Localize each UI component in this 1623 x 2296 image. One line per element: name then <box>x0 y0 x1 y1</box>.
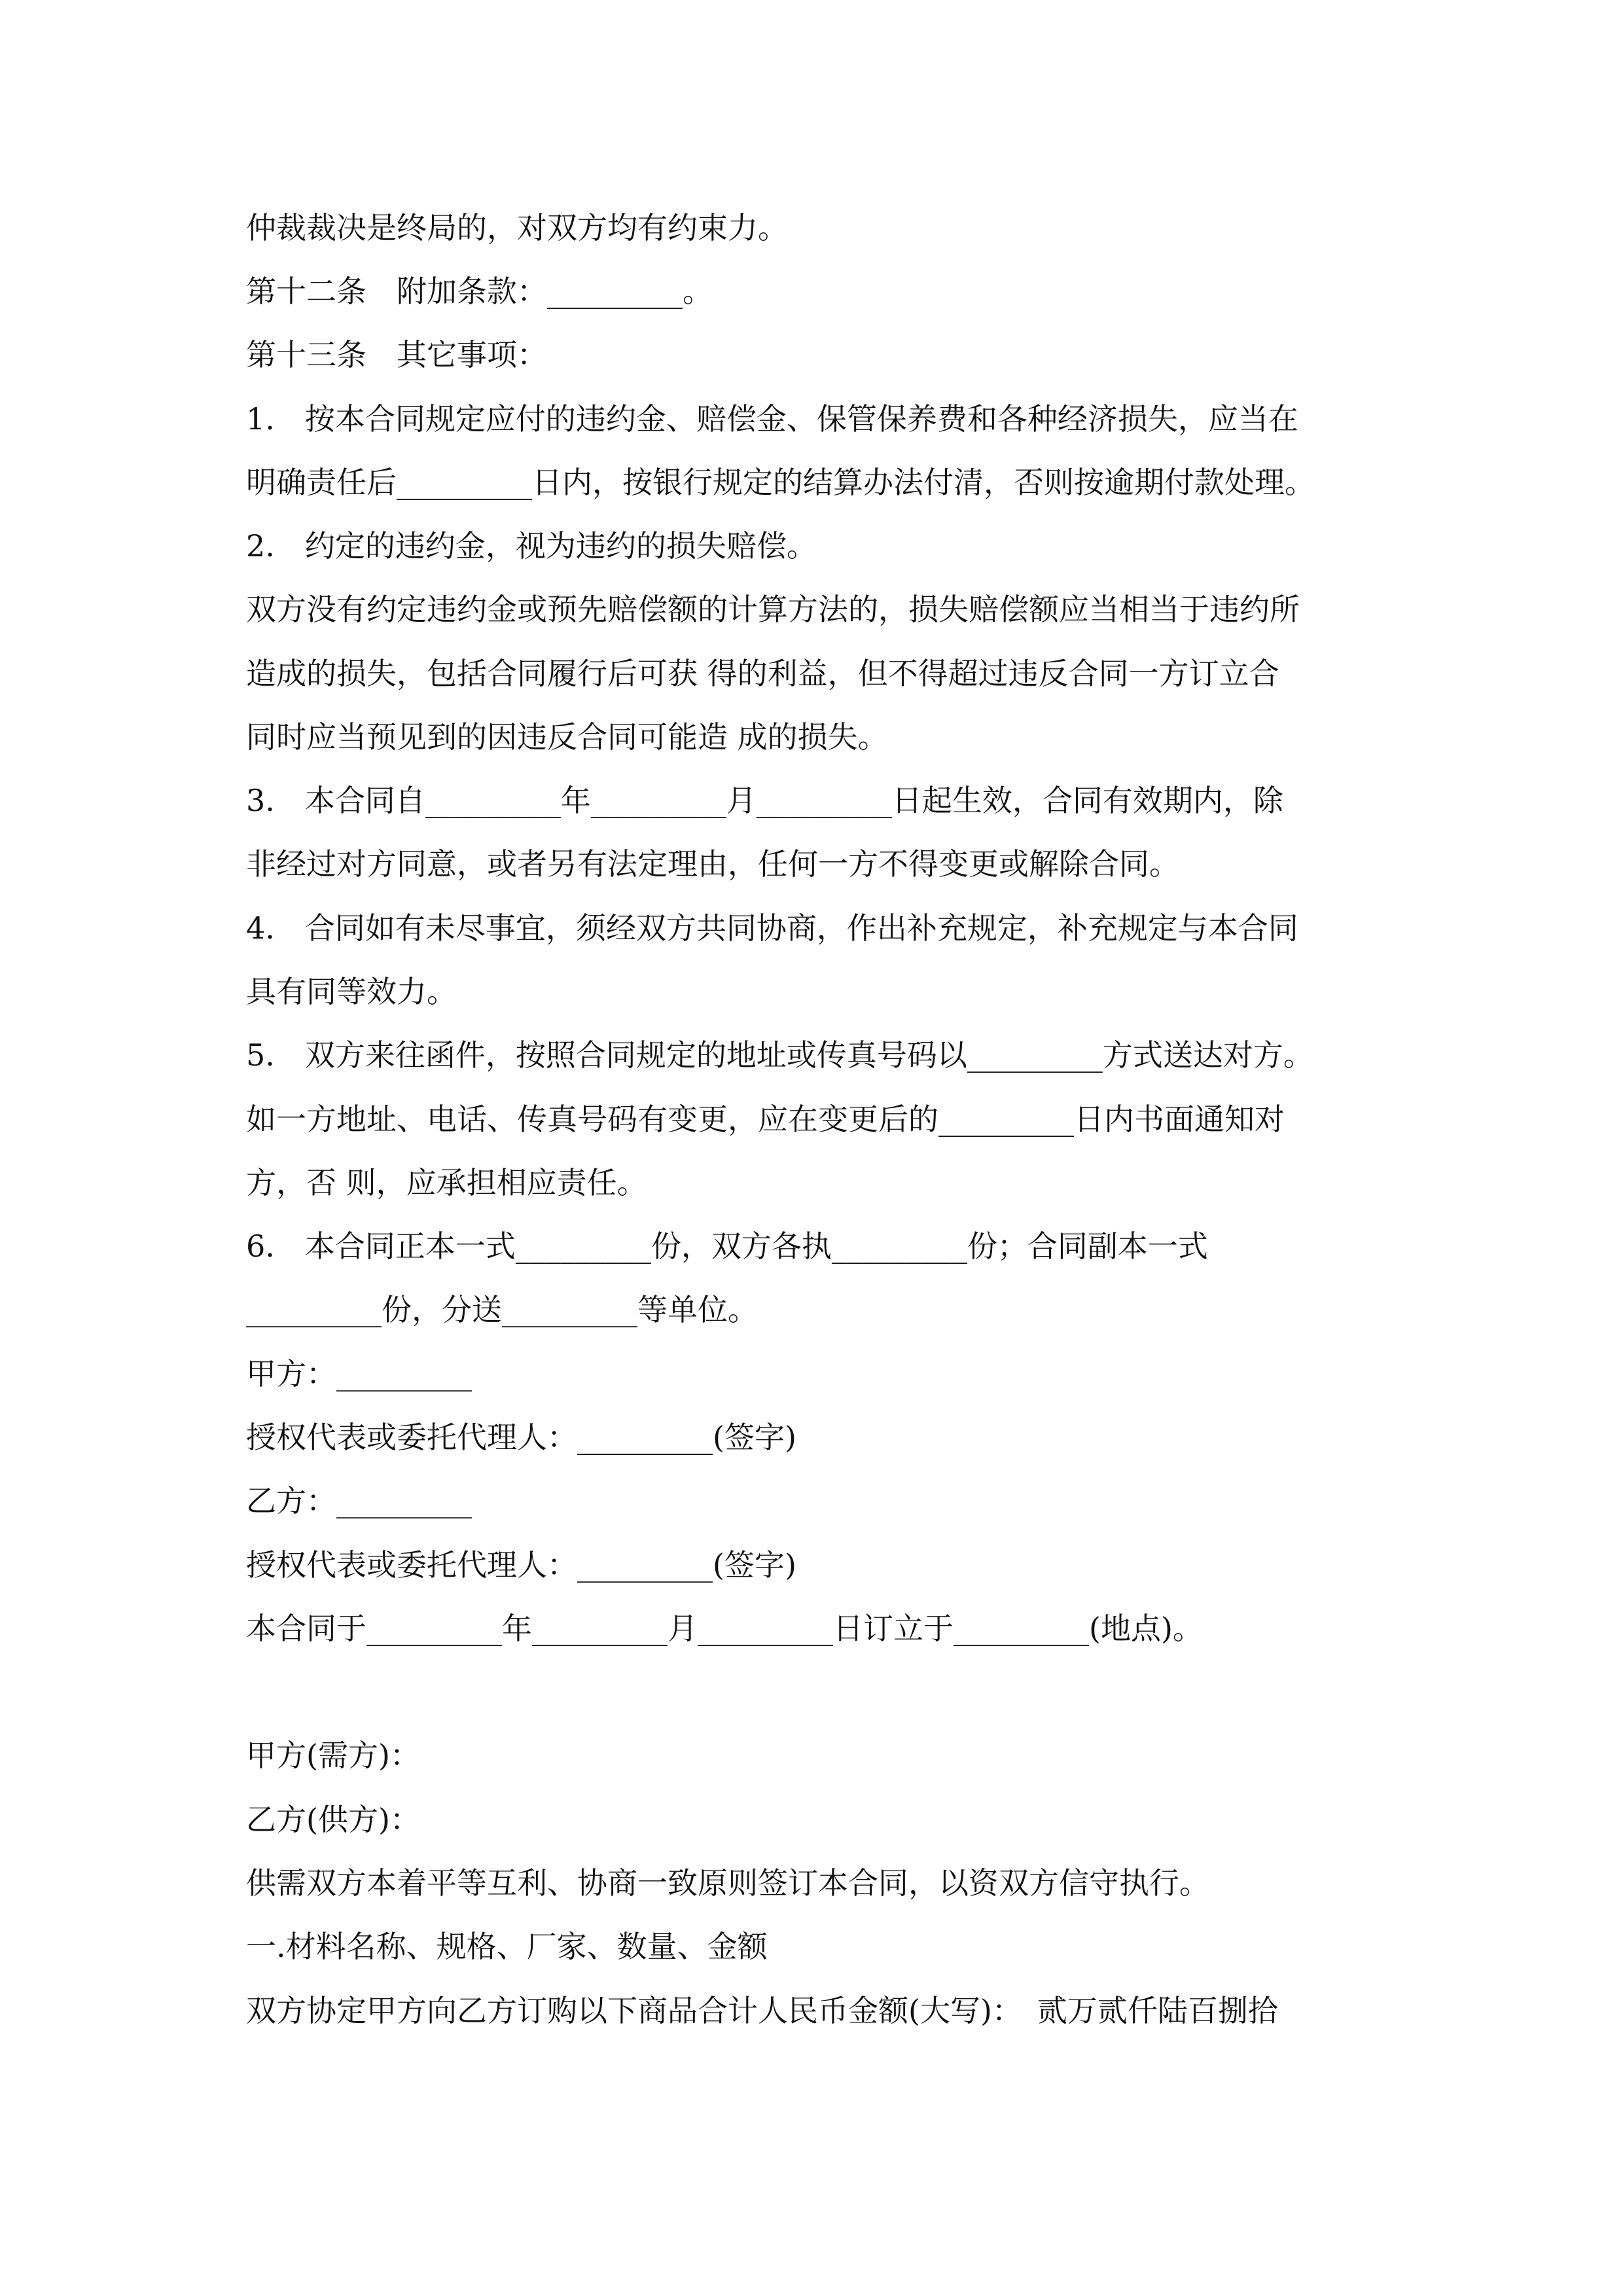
text-line: 双方没有约定违约金或预先赔偿额的计算方法的，损失赔偿额应当相当于违约所 <box>246 592 1300 627</box>
text-line: 授权代表或委托代理人：_________(签字) <box>246 1547 796 1583</box>
text-line: 授权代表或委托代理人：_________(签字) <box>246 1420 796 1455</box>
text-line: 乙方(供方)： <box>246 1802 420 1837</box>
text-line: 如一方地址、电话、传真号码有变更，应在变更后的_________日内书面通知对 <box>246 1102 1285 1137</box>
text-line: 造成的损失，包括合同履行后可获 得的利益，但不得超过违反合同一方订立合 <box>246 656 1279 691</box>
text-line: 双方协定甲方向乙方订购以下商品合计人民币金额(大写)： 贰万贰仟陆百捌拾 <box>246 1993 1278 2028</box>
text-line: 一.材料名称、规格、厂家、数量、金额 <box>246 1929 768 1964</box>
text-line: 同时应当预见到的因违反合同可能造 成的损失。 <box>246 719 888 755</box>
text-line: 供需双方本着平等互利、协商一致原则签订本合同，以资双方信守执行。 <box>246 1865 1209 1901</box>
text-line: 方，否 则，应承担相应责任。 <box>246 1165 647 1200</box>
text-line: 2. 约定的违约金，视为违约的损失赔偿。 <box>246 528 817 564</box>
text-line: 乙方：_________ <box>246 1483 472 1518</box>
text-line: 具有同等效力。 <box>246 974 457 1009</box>
text-line: 明确责任后_________日内，按银行规定的结算办法付清，否则按逾期付款处理。 <box>246 465 1315 500</box>
text-line: 4. 合同如有未尽事宜，须经双方共同协商，作出补充规定，补充规定与本合同 <box>246 910 1298 946</box>
text-line: 第十三条 其它事项： <box>246 337 547 372</box>
text-line: 6. 本合同正本一式_________份，双方各执_________份；合同副本一式 <box>246 1229 1208 1264</box>
text-line: 仲裁裁决是终局的，对双方均有约束力。 <box>246 210 788 245</box>
text-line: 甲方(需方)： <box>246 1738 420 1773</box>
text-line: _________份，分送_________等单位。 <box>246 1292 758 1327</box>
text-line: 非经过对方同意，或者另有法定理由，任何一方不得变更或解除合同。 <box>246 846 1179 882</box>
text-line: 本合同于_________年_________月_________日订立于_________(地点)。 <box>246 1611 1203 1646</box>
text-line: 3. 本合同自_________年_________月_________日起生效，合同有效期内，除 <box>246 783 1283 818</box>
text-line: 1. 按本合同规定应付的违约金、赔偿金、保管保养费和各种经济损失，应当在 <box>246 401 1298 437</box>
text-line: 第十二条 附加条款：_________。 <box>246 274 713 309</box>
text-line: 甲方：_________ <box>246 1356 472 1391</box>
text-line: 5. 双方来往函件，按照合同规定的地址或传真号码以_________方式送达对方。 <box>246 1037 1313 1073</box>
